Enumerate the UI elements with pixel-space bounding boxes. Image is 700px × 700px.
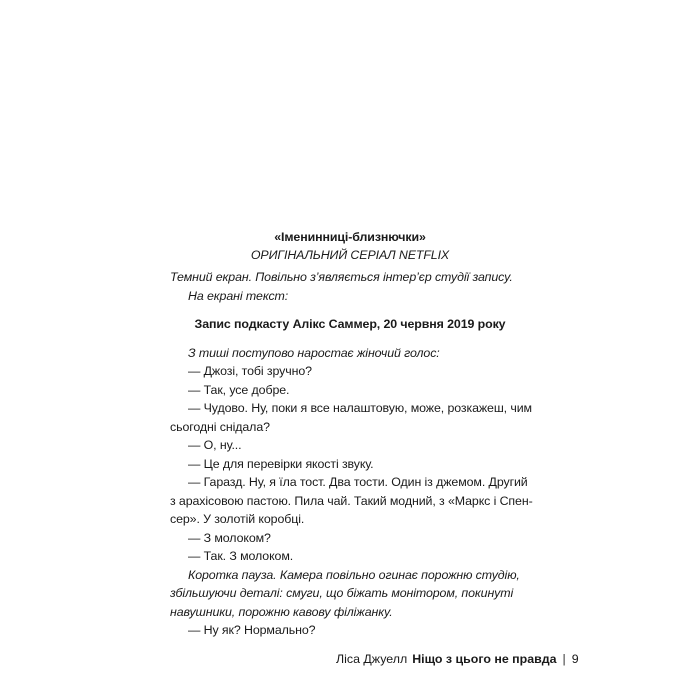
dialogue-line: сьогодні снідала?	[170, 420, 270, 434]
episode-subtitle: ОРИГІНАЛЬНИЙ СЕРІАЛ NETFLIX	[250, 248, 450, 262]
stage-direction-line: навушники, порожню кавову філіжанку.	[170, 605, 393, 619]
episode-title: «Іменинниці-близнючки»	[274, 230, 426, 244]
page-footer	[336, 650, 579, 668]
dialogue-line: — Джозі, тобі зручно?	[188, 364, 312, 378]
dialogue-line: — Ну як? Нормально?	[188, 623, 316, 637]
dialogue-line: сер». У золотій коробці.	[170, 512, 305, 526]
dialogue-line: — Гаразд. Ну, я їла тост. Два тости. Один із джемом. Другий	[188, 475, 528, 489]
stage-direction-line: збільшуючи деталі: смуги, що біжать монітором, покинуті	[170, 586, 514, 600]
page-number: 9	[571, 652, 579, 666]
dialogue-line: — З молоком?	[188, 531, 271, 545]
dialogue-line: — Чудово. Ну, поки я все налаштовую, може, розкажеш, чим	[188, 401, 532, 415]
podcast-caption: Запис подкасту Алікс Саммер, 20 червня 2019 року	[194, 317, 506, 331]
stage-direction-line: Коротка пауза. Камера повільно огинає порожню студію,	[188, 568, 520, 582]
book-page	[170, 0, 533, 700]
dialogue-line: — Так. З молоком.	[188, 549, 294, 563]
footer-author: Ліса Джуелл	[336, 652, 408, 666]
intro-line-2: На екрані текст:	[188, 289, 289, 303]
footer-book-title: Ніщо з цього не правда	[412, 652, 557, 666]
dialogue-line: з арахісовою пастою. Пила чай. Такий модний, з «Маркс і Спен-	[170, 494, 533, 508]
footer-separator: |	[562, 652, 566, 666]
intro-line-1: Темний екран. Повільно з’являється інтер’єр студії запису.	[170, 270, 513, 284]
dialogue-line: — Це для перевірки якості звуку.	[188, 457, 374, 471]
text-line: З тиші поступово наростає жіночий голос:	[188, 346, 440, 360]
dialogue-line: — О, ну...	[188, 438, 242, 452]
dialogue-line: — Так, усе добре.	[188, 383, 290, 397]
